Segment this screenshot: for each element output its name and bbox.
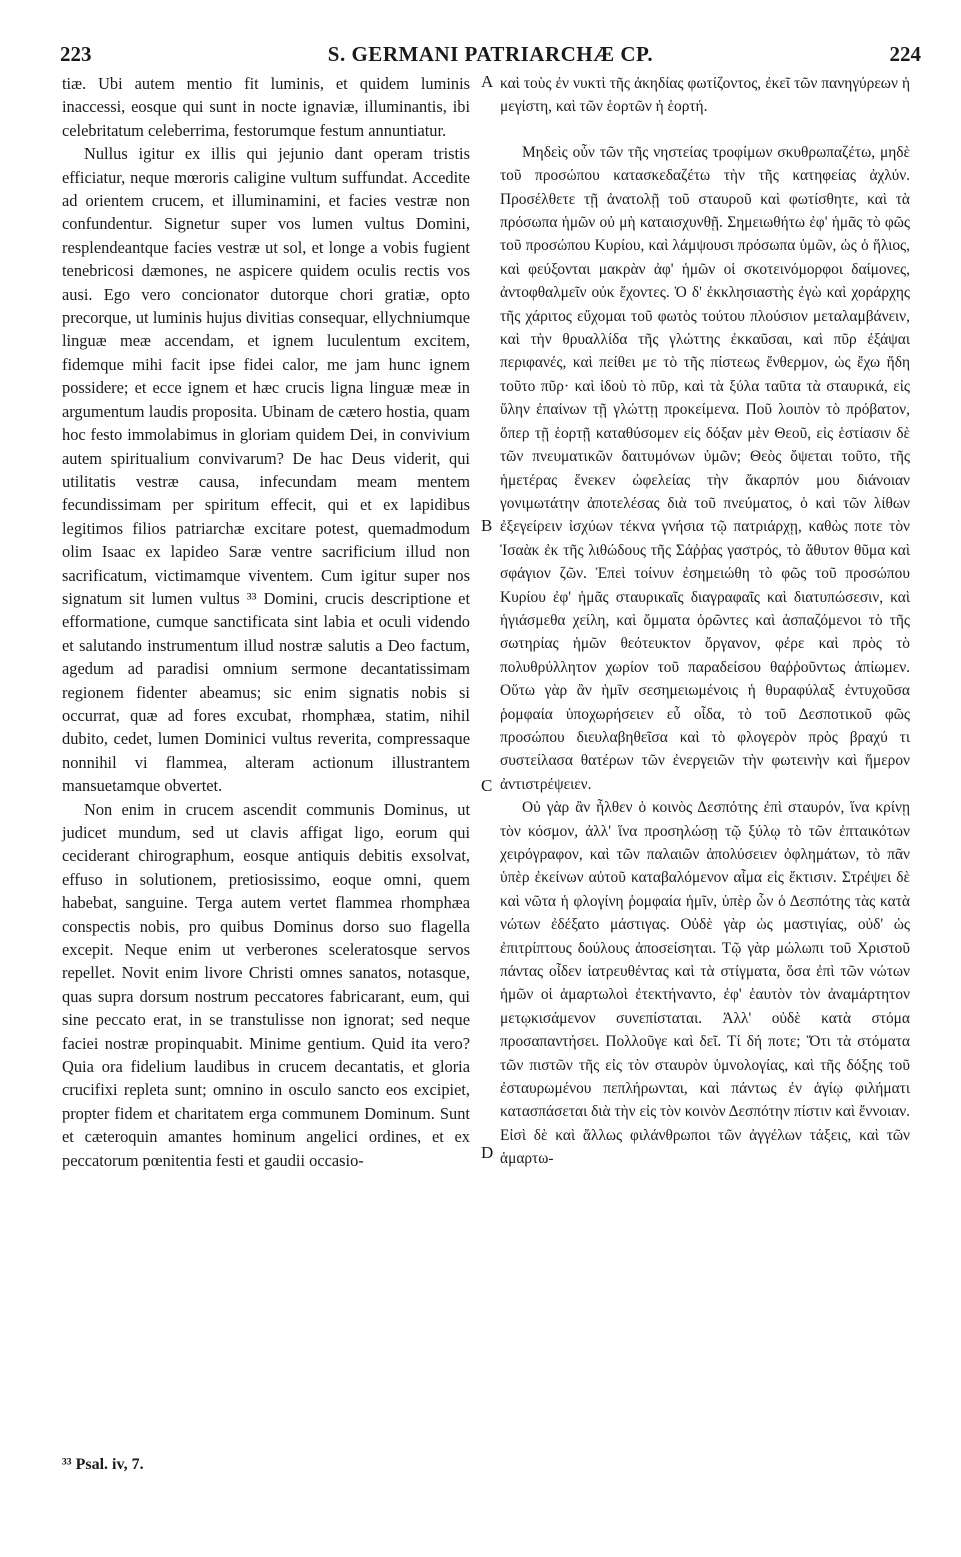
latin-paragraph-1: tiæ. Ubi autem mentio fit luminis, et quidem luminis inaccessi, eosque qui sunt in nocte ignaviæ, illuminantis, ibi celebritatum celeberrima, festorumque festum annuntiatur.	[62, 74, 470, 140]
greek-paragraph-2: Μηδεὶς οὖν τῶν τῆς νηστείας τροφίμων σκυθρωπαζέτω, μηδὲ τοῦ προσώπου κατασκεδαζέτω τὴν τῆς κατηφείας ἀχλύν. Προσέλθετε τῇ ἀνατολῇ τοῦ σταυροῦ καὶ φωτίσθητε, καὶ τὰ πρόσωπα ἡμῶν οὐ μὴ καταισχυνθῇ. Σημειωθήτω ἐφ' ἡμᾶς τὸ φῶς τοῦ προσώπου Κυρίου, καὶ λάμψουσι πρόσωπα ὑμῶν, ὡς ὁ ἥλιος, καὶ φεύξονται μακρὰν ἀφ' ἡμῶν οἱ σκοτεινόμορφοι δαίμονες, ἀντοφθαλμεῖν οὐκ ἔχοντες. Ὁ δ' ἐκκλησιαστὴς ἐγὼ καὶ χοράρχης τῆς χάριτος εὔχομαι τοῦ φωτὸς τούτου πλούσιον μεταλαμβάνειν, καὶ τὴν θρυαλλίδα τῆς γλώττης ἐκκαῦσαι, καὶ πῦρ ἐξάψαι περιφανές, καὶ πείθει με τὸ τῆς πίστεως ἔνθερμον, ὡς ἔχω ἤδη τοῦτο πῦρ· καὶ ἰδοὺ τὸ πῦρ, καὶ τὰ ξύλα ταῦτα τὰ σταυρικά, εἰς ὕλην ἐπαίνων τῇ γλώττῃ προκείμενα. Ποῦ λοιπὸν τὸ πρόβατον, ὅπερ τῇ ἑορτῇ καταθύσομεν εἰς δόξαν μὲν Θεοῦ, εἰς ἑστίασιν δὲ τῶν πνευματικῶν δαιτυμόνων ὑμῶν; Θεὸς ὄψεται τοῦτο, τῆς ἡμετέρας ἕνεκεν ὠφελείας τὴν ἄκαρπόν μου διάνοιαν γονιμωτάτην ἀποτελέσας διὰ τοῦ πνεύματος, ὁ καὶ τῶν λίθων ἐξεγείρειν ἰσχύων τέκνα γνήσια τῷ πατριάρχῃ, καθὼς ποτε τὸν Ἰσαὰκ ἐκ τῆς λιθώδους τῆς Σάῤῥας γαστρός, τὸ ἄθυτον θῦμα καὶ σφάγιον ζῶν. Ἐπεὶ τοίνυν ἐσημειώθη τὸ φῶς τοῦ προσώπου Κυρίου ἐφ' ἡμᾶς σταυρικαῖς διαγραφαῖς καὶ διατυπώσεσιν, καὶ ἡγιάσμεθα χείλη, καὶ ὄμματα ὁρῶντες καὶ ἀσπαζόμενοι τὸ τῆς σωτηρίας ἡμῶν θεότευκτον ὄργανον, φέρε καὶ πρὸς τὸ πολυθρύλλητον χωρίον τοῦ παραδείσου θαῤῥοῦντως ἀπίωμεν. Οὕτω γὰρ ἂν ἡμῖν σεσημειωμένοις ἡ θυραφύλαξ ἐντυχοῦσα ῥομφαία ὑποχωρήσειεν εὖ οἶδα, τὸ τοῦ Δεσποτικοῦ φῶς προσώπου διευλαβηθεῖσα καὶ τὸ φλογερὸν πρὸς βραχύ τι συστείλασα θατέρων τῶν ἐνεργειῶν τὴν φωτεινὴν καὶ ἥμερον ἀντιστρέψειεν.	[500, 143, 910, 793]
footnote: ³³ Psal. iv, 7.	[62, 1456, 144, 1473]
running-title: S. GERMANI PATRIARCHÆ CP.	[327, 42, 654, 66]
greek-paragraph-1: καὶ τοὺς ἐν νυκτὶ τῆς ἀκηδίας φωτίζοντος, ἐκεῖ τῶν πανηγύρεων ἡ μεγίστη, καὶ τῶν ἑορτῶν ἡ ἑορτή.	[500, 75, 910, 116]
greek-column	[500, 72, 910, 1171]
greek-paragraph-3: Οὐ γὰρ ἂν ἦλθεν ὁ κοινὸς Δεσπότης ἐπὶ σταυρόν, ἵνα κρίνῃ τὸν κόσμον, ἀλλ' ἵνα προσηλώσῃ τῷ ξύλῳ τὸ τῶν ἐπταικότων χειρόγραφον, καὶ τῶν παλαιῶν ἀπολύσειεν ὀφλημάτων, τὸ πᾶν ὑπὲρ ἐκείνων αὐτοῦ καταβαλόμενον αἷμα εἰς ἔκτισιν. Στρέψει δὲ καὶ νῶτα ἡ φλογίνη ῥομφαία ἡμῖν, ὑπὲρ ὧν ὁ Δεσπότης τὰς κατὰ νώτων ἐδέξατο μάστιγας. Οὐδὲ γὰρ ὡς μαστιγίας, οὐδ' ὡς ἐπιτρίπτους δούλους ἀποσείσηται. Τῷ γὰρ μώλωπι τοῦ Χριστοῦ πάντας οἶδεν ἰατρευθέντας καὶ τὰ στίγματα, ὅσα ἐπὶ τῶν νώτων ἡμῶν οἱ ἁμαρτωλοὶ ἐτεκτήναντο, ἐφ' ἑαυτὸν τὸν ἀναμάρτητον μετῳκισάμενον συνεπίσταται. Ἀλλ' οὐδὲ κατὰ στόμα προσαπαντήσει. Πολλοῦγε καὶ δεῖ. Τί δή ποτε; Ὅτι τὰ στόματα τῶν πιστῶν τῆς εἰς τὸν σταυρὸν ὑμνολογίας, καὶ τῆς δόξης τοῦ ἐσταυρωμένου πεπλήρωνται, καὶ πάντως ἐν ἁγίῳ φιλήματι κατασπάσεται διὰ τὴν εἰς τὸν κοινὸν Δεσπότην πίστιν καὶ ἔννοιαν. Εἰσὶ δὲ καὶ ἄλλως φιλάνθρωποι τῶν ἀγγέλων τάξεις, καὶ τῶν ἁμαρτω-	[500, 799, 910, 1168]
page-header	[60, 42, 921, 68]
page-number-left: 223	[60, 42, 92, 66]
section-marker-c: C	[481, 776, 493, 795]
latin-column	[62, 72, 470, 1172]
section-marker-a: A	[481, 72, 494, 91]
page-number-right: 224	[889, 42, 921, 66]
section-marker-b: B	[481, 516, 493, 535]
section-marker-d: D	[481, 1143, 494, 1162]
latin-paragraph-2: Nullus igitur ex illis qui jejunio dant operam tristis efficiatur, neque mœroris caligine vultum suffundat. Accedite ad orientem crucem, et illuminamini, et facies vestræ non confundentur. Signetur super vos lumen vultus Domini, resplendeantque facies vestræ ut sol, et longe a vobis fugient tenebricosi dæmones, ne aspicere quidem oculis rectis vos ausi. Ego vero concionator dutorque chori gratiæ, opto precorque, ut luminis hujus divitias consequar, ellychniumque linguæ meæ accendam, et ignem luculentum excitem, fidemque mihi facit ipse fidei calor, me jam hunc ignem possidere; et ecce ignem et hæc crucis ligna linguæ meæ in argumentum laudis proposita. Ubinam de cætero hostia, quam hoc festo immolabimus in gloriam quidem Dei, in convivium autem spiritualium convivarum? De hac Deus viderit, qui utilitatis vestræ causa, infecundam meam mentem fecundissimam per spiritum effecit, qui et ex lapidibus legitimos filios patriarchæ excitare potest, quemadmodum olim Isaac ex lapideo Saræ ventre sacrificium illud non sacrificatum, victimamque viventem. Cum igitur super nos signatum sit lumen vultus ³³ Domini, crucis descriptione et efformatione, cumque sanctificata sint labia et oculi videndo et salutando instrumentum illud nostræ salutis a Deo factum, agedum ad paradisi omnium sermone decantatissimam regionem fidenter abeamus; sic enim signatis nobis si occurrat, quæ ad fores excubat, rhomphæa, statim, nihil dubito, cedet, lumen Dominici vultus reverita, compressaque nonnihil vi flammea, alteram actionum illustrantem mansuetamque obvertet.	[62, 144, 470, 796]
latin-paragraph-3: Non enim in crucem ascendit communis Dominus, ut judicet mundum, sed ut clavis affigat ligo, eorum qui ceciderant chirographum, eosque antiquis debitis exsolvat, effuso in solutionem, pretiosissimo, eoque omni, quem habebat, sanguine. Terga autem vertet flammea rhomphæa conspectis nobis, pro quibus Dominus dorso suo flagella excepit. Neque enim ut verberones sceleratosque servos repellet. Novit enim livore Christi omnes sanatos, notasque, quas supra dorsum nostrum peccatores fabricarant, eum, qui sine peccato erat, in se transtulisse non ignorat; sed neque faciei nostræ propinquabit. Minime gentium. Quid ita vero? Quia ora fidelium laudibus in crucem decantatis, et gloria crucifixi repleta sunt; omnino in osculo sancto eos excipiet, propter fidem et charitatem erga communem Dominum. Sunt et cæteroquin amantes hominum angelici ordines, et ex peccatorum pœnitentia festi et gaudii occasio-	[62, 799, 470, 1170]
